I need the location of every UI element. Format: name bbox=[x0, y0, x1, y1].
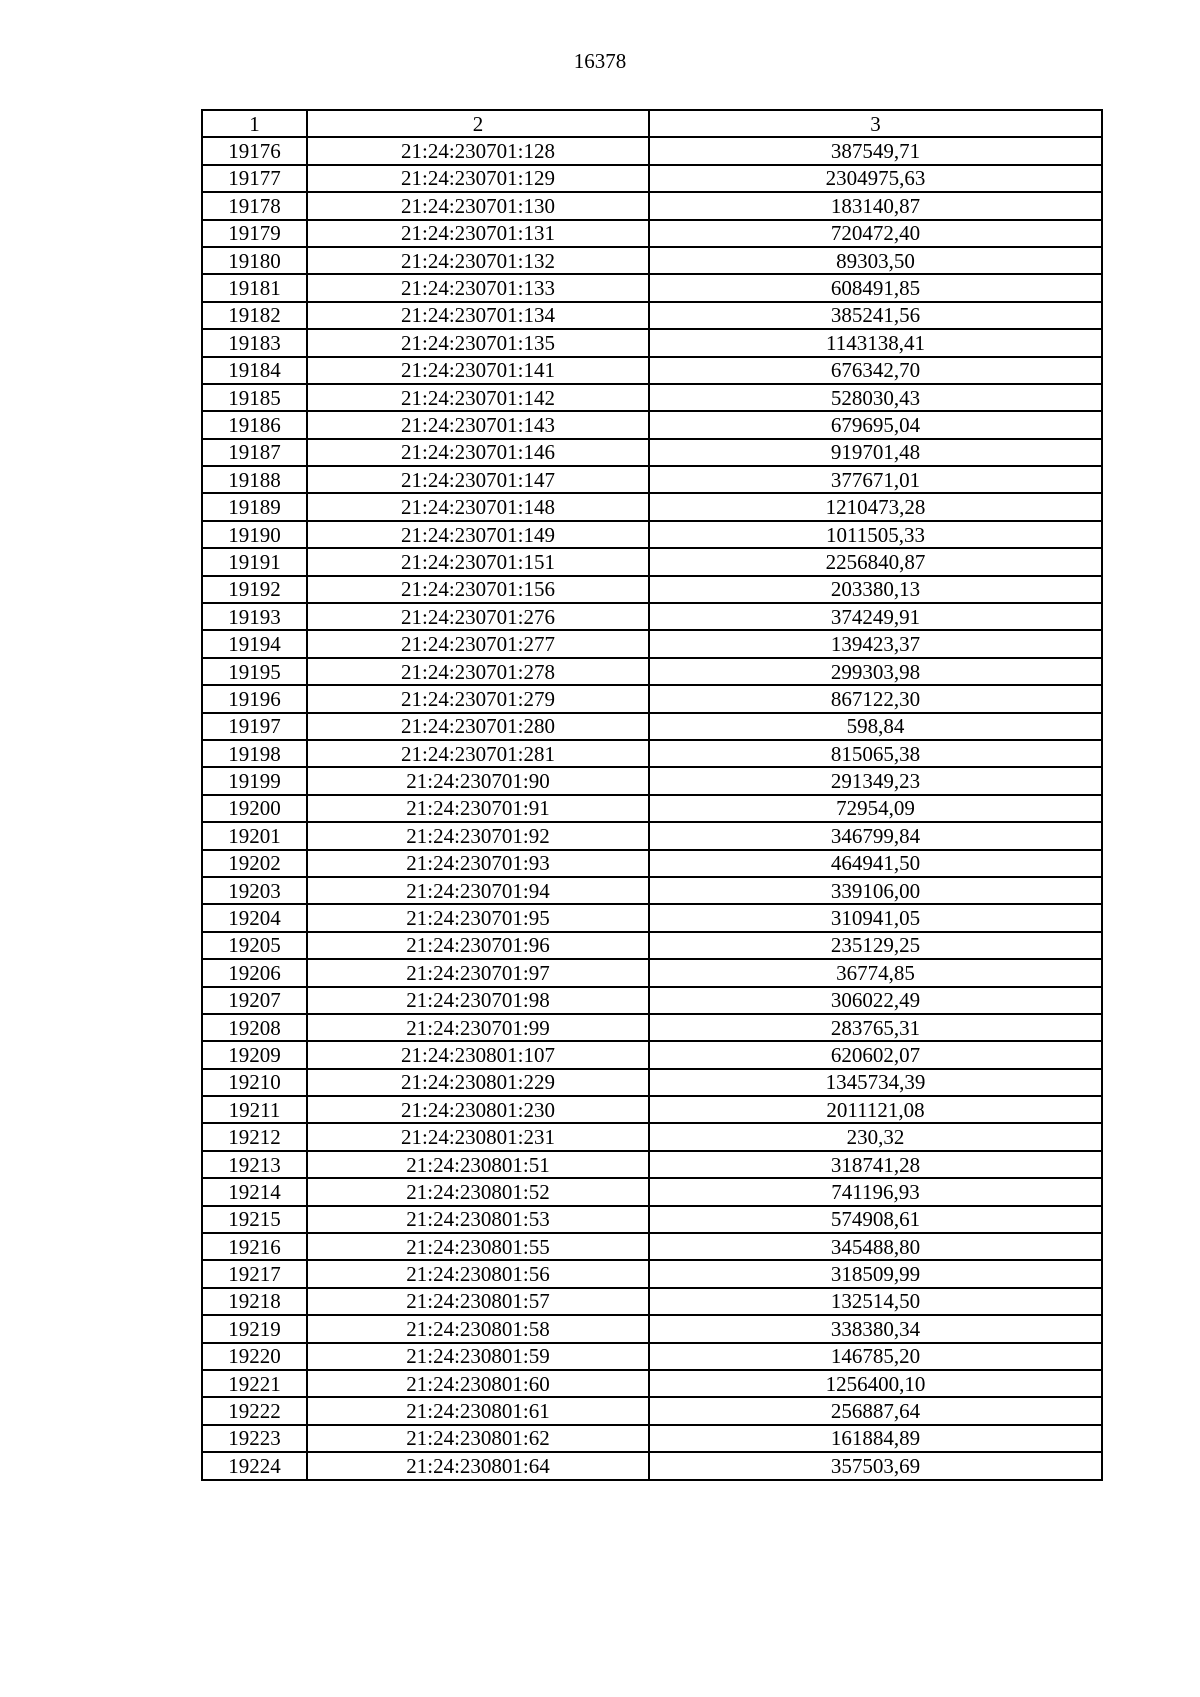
value-cell: 385241,56 bbox=[649, 302, 1102, 329]
value-cell: 1345734,39 bbox=[649, 1069, 1102, 1096]
cadastral-number-cell: 21:24:230701:95 bbox=[307, 904, 649, 931]
row-number-cell: 19197 bbox=[202, 713, 307, 740]
row-number-cell: 19205 bbox=[202, 932, 307, 959]
cadastral-number-cell: 21:24:230701:151 bbox=[307, 548, 649, 575]
table-row bbox=[202, 1206, 1102, 1233]
row-number-cell: 19204 bbox=[202, 904, 307, 931]
value-cell: 357503,69 bbox=[649, 1452, 1102, 1479]
cadastral-number-cell: 21:24:230701:91 bbox=[307, 795, 649, 822]
cadastral-number-cell: 21:24:230701:129 bbox=[307, 165, 649, 192]
value-cell: 306022,49 bbox=[649, 987, 1102, 1014]
cadastral-number-cell: 21:24:230801:56 bbox=[307, 1260, 649, 1287]
row-number-cell: 19177 bbox=[202, 165, 307, 192]
table-row bbox=[202, 658, 1102, 685]
row-number-cell: 19194 bbox=[202, 630, 307, 657]
table-row bbox=[202, 1425, 1102, 1452]
cadastral-number-cell: 21:24:230801:52 bbox=[307, 1178, 649, 1205]
value-cell: 2011121,08 bbox=[649, 1096, 1102, 1123]
cadastral-number-cell: 21:24:230701:128 bbox=[307, 137, 649, 164]
table-row bbox=[202, 384, 1102, 411]
value-cell: 339106,00 bbox=[649, 877, 1102, 904]
column-header-3: 3 bbox=[649, 110, 1102, 137]
row-number-cell: 19183 bbox=[202, 329, 307, 356]
row-number-cell: 19218 bbox=[202, 1288, 307, 1315]
value-cell: 867122,30 bbox=[649, 685, 1102, 712]
row-number-cell: 19219 bbox=[202, 1315, 307, 1342]
table-row bbox=[202, 548, 1102, 575]
value-cell: 598,84 bbox=[649, 713, 1102, 740]
value-cell: 2256840,87 bbox=[649, 548, 1102, 575]
value-cell: 574908,61 bbox=[649, 1206, 1102, 1233]
value-cell: 528030,43 bbox=[649, 384, 1102, 411]
row-number-cell: 19195 bbox=[202, 658, 307, 685]
cadastral-number-cell: 21:24:230701:279 bbox=[307, 685, 649, 712]
cadastral-number-cell: 21:24:230701:92 bbox=[307, 822, 649, 849]
table-row bbox=[202, 220, 1102, 247]
table-row bbox=[202, 466, 1102, 493]
cadastral-number-cell: 21:24:230701:135 bbox=[307, 329, 649, 356]
row-number-cell: 19186 bbox=[202, 411, 307, 438]
row-number-cell: 19185 bbox=[202, 384, 307, 411]
row-number-cell: 19178 bbox=[202, 192, 307, 219]
row-number-cell: 19209 bbox=[202, 1041, 307, 1068]
cadastral-number-cell: 21:24:230801:53 bbox=[307, 1206, 649, 1233]
table-row bbox=[202, 411, 1102, 438]
value-cell: 1143138,41 bbox=[649, 329, 1102, 356]
cadastral-number-cell: 21:24:230801:51 bbox=[307, 1151, 649, 1178]
value-cell: 345488,80 bbox=[649, 1233, 1102, 1260]
table-row bbox=[202, 302, 1102, 329]
row-number-cell: 19190 bbox=[202, 521, 307, 548]
row-number-cell: 19196 bbox=[202, 685, 307, 712]
row-number-cell: 19199 bbox=[202, 767, 307, 794]
row-number-cell: 19181 bbox=[202, 274, 307, 301]
row-number-cell: 19211 bbox=[202, 1096, 307, 1123]
cadastral-number-cell: 21:24:230701:146 bbox=[307, 439, 649, 466]
cadastral-number-cell: 21:24:230701:156 bbox=[307, 576, 649, 603]
row-number-cell: 19220 bbox=[202, 1343, 307, 1370]
value-cell: 283765,31 bbox=[649, 1014, 1102, 1041]
cadastral-number-cell: 21:24:230701:96 bbox=[307, 932, 649, 959]
row-number-cell: 19198 bbox=[202, 740, 307, 767]
cadastral-number-cell: 21:24:230701:141 bbox=[307, 357, 649, 384]
cadastral-number-cell: 21:24:230801:58 bbox=[307, 1315, 649, 1342]
value-cell: 620602,07 bbox=[649, 1041, 1102, 1068]
value-cell: 679695,04 bbox=[649, 411, 1102, 438]
table-row bbox=[202, 713, 1102, 740]
value-cell: 161884,89 bbox=[649, 1425, 1102, 1452]
value-cell: 291349,23 bbox=[649, 767, 1102, 794]
cadastral-number-cell: 21:24:230801:55 bbox=[307, 1233, 649, 1260]
row-number-cell: 19179 bbox=[202, 220, 307, 247]
row-number-cell: 19189 bbox=[202, 493, 307, 520]
table-row bbox=[202, 932, 1102, 959]
table-row bbox=[202, 822, 1102, 849]
header-row bbox=[202, 110, 1102, 137]
cadastral-number-cell: 21:24:230701:133 bbox=[307, 274, 649, 301]
table-row bbox=[202, 1151, 1102, 1178]
cadastral-number-cell: 21:24:230701:97 bbox=[307, 959, 649, 986]
value-cell: 299303,98 bbox=[649, 658, 1102, 685]
value-cell: 346799,84 bbox=[649, 822, 1102, 849]
value-cell: 338380,34 bbox=[649, 1315, 1102, 1342]
cadastral-number-cell: 21:24:230701:276 bbox=[307, 603, 649, 630]
cadastral-number-cell: 21:24:230801:230 bbox=[307, 1096, 649, 1123]
value-cell: 235129,25 bbox=[649, 932, 1102, 959]
table-row bbox=[202, 274, 1102, 301]
row-number-cell: 19221 bbox=[202, 1370, 307, 1397]
value-cell: 374249,91 bbox=[649, 603, 1102, 630]
value-cell: 256887,64 bbox=[649, 1397, 1102, 1424]
row-number-cell: 19193 bbox=[202, 603, 307, 630]
cadastral-number-cell: 21:24:230701:143 bbox=[307, 411, 649, 438]
cadastral-number-cell: 21:24:230701:149 bbox=[307, 521, 649, 548]
cadastral-number-cell: 21:24:230701:147 bbox=[307, 466, 649, 493]
cadastral-number-cell: 21:24:230701:281 bbox=[307, 740, 649, 767]
table-row bbox=[202, 137, 1102, 164]
value-cell: 377671,01 bbox=[649, 466, 1102, 493]
row-number-cell: 19215 bbox=[202, 1206, 307, 1233]
table-row bbox=[202, 357, 1102, 384]
cadastral-number-cell: 21:24:230801:62 bbox=[307, 1425, 649, 1452]
cadastral-number-cell: 21:24:230801:57 bbox=[307, 1288, 649, 1315]
cadastral-number-cell: 21:24:230801:231 bbox=[307, 1123, 649, 1150]
row-number-cell: 19216 bbox=[202, 1233, 307, 1260]
column-header-1: 1 bbox=[202, 110, 307, 137]
row-number-cell: 19214 bbox=[202, 1178, 307, 1205]
value-cell: 1011505,33 bbox=[649, 521, 1102, 548]
row-number-cell: 19210 bbox=[202, 1069, 307, 1096]
row-number-cell: 19223 bbox=[202, 1425, 307, 1452]
cadastral-number-cell: 21:24:230701:148 bbox=[307, 493, 649, 520]
table-row bbox=[202, 493, 1102, 520]
value-cell: 608491,85 bbox=[649, 274, 1102, 301]
table-row bbox=[202, 1233, 1102, 1260]
cadastral-number-cell: 21:24:230801:229 bbox=[307, 1069, 649, 1096]
value-cell: 741196,93 bbox=[649, 1178, 1102, 1205]
value-cell: 318741,28 bbox=[649, 1151, 1102, 1178]
value-cell: 464941,50 bbox=[649, 850, 1102, 877]
table-row bbox=[202, 521, 1102, 548]
table-row bbox=[202, 1069, 1102, 1096]
table-row bbox=[202, 603, 1102, 630]
table-header bbox=[202, 110, 1102, 137]
row-number-cell: 19202 bbox=[202, 850, 307, 877]
row-number-cell: 19191 bbox=[202, 548, 307, 575]
row-number-cell: 19203 bbox=[202, 877, 307, 904]
table-row bbox=[202, 1096, 1102, 1123]
page-number: 16378 bbox=[573, 49, 627, 73]
value-cell: 132514,50 bbox=[649, 1288, 1102, 1315]
value-cell: 203380,13 bbox=[649, 576, 1102, 603]
row-number-cell: 19182 bbox=[202, 302, 307, 329]
cadastral-number-cell: 21:24:230701:131 bbox=[307, 220, 649, 247]
table-row bbox=[202, 740, 1102, 767]
row-number-cell: 19187 bbox=[202, 439, 307, 466]
table-row bbox=[202, 1315, 1102, 1342]
row-number-cell: 19184 bbox=[202, 357, 307, 384]
data-table bbox=[201, 109, 1103, 1481]
table-row bbox=[202, 630, 1102, 657]
value-cell: 310941,05 bbox=[649, 904, 1102, 931]
table-row bbox=[202, 1288, 1102, 1315]
table-row bbox=[202, 1123, 1102, 1150]
value-cell: 815065,38 bbox=[649, 740, 1102, 767]
value-cell: 183140,87 bbox=[649, 192, 1102, 219]
value-cell: 720472,40 bbox=[649, 220, 1102, 247]
cadastral-number-cell: 21:24:230801:64 bbox=[307, 1452, 649, 1479]
value-cell: 919701,48 bbox=[649, 439, 1102, 466]
cadastral-number-cell: 21:24:230801:60 bbox=[307, 1370, 649, 1397]
value-cell: 1210473,28 bbox=[649, 493, 1102, 520]
value-cell: 89303,50 bbox=[649, 247, 1102, 274]
table-row bbox=[202, 850, 1102, 877]
table-row bbox=[202, 904, 1102, 931]
value-cell: 318509,99 bbox=[649, 1260, 1102, 1287]
row-number-cell: 19208 bbox=[202, 1014, 307, 1041]
cadastral-number-cell: 21:24:230701:142 bbox=[307, 384, 649, 411]
table-row bbox=[202, 439, 1102, 466]
value-cell: 139423,37 bbox=[649, 630, 1102, 657]
table-row bbox=[202, 576, 1102, 603]
cadastral-number-cell: 21:24:230801:61 bbox=[307, 1397, 649, 1424]
table-row bbox=[202, 959, 1102, 986]
cadastral-number-cell: 21:24:230701:277 bbox=[307, 630, 649, 657]
value-cell: 387549,71 bbox=[649, 137, 1102, 164]
cadastral-number-cell: 21:24:230801:107 bbox=[307, 1041, 649, 1068]
cadastral-number-cell: 21:24:230701:90 bbox=[307, 767, 649, 794]
value-cell: 72954,09 bbox=[649, 795, 1102, 822]
table-row bbox=[202, 877, 1102, 904]
table-row bbox=[202, 247, 1102, 274]
table-row bbox=[202, 1014, 1102, 1041]
table-row bbox=[202, 1370, 1102, 1397]
row-number-cell: 19192 bbox=[202, 576, 307, 603]
cadastral-number-cell: 21:24:230701:99 bbox=[307, 1014, 649, 1041]
value-cell: 2304975,63 bbox=[649, 165, 1102, 192]
row-number-cell: 19206 bbox=[202, 959, 307, 986]
value-cell: 230,32 bbox=[649, 1123, 1102, 1150]
value-cell: 36774,85 bbox=[649, 959, 1102, 986]
table-row bbox=[202, 165, 1102, 192]
row-number-cell: 19207 bbox=[202, 987, 307, 1014]
table-row bbox=[202, 1178, 1102, 1205]
cadastral-number-cell: 21:24:230801:59 bbox=[307, 1343, 649, 1370]
table-row bbox=[202, 685, 1102, 712]
row-number-cell: 19222 bbox=[202, 1397, 307, 1424]
row-number-cell: 19212 bbox=[202, 1123, 307, 1150]
row-number-cell: 19176 bbox=[202, 137, 307, 164]
row-number-cell: 19224 bbox=[202, 1452, 307, 1479]
row-number-cell: 19188 bbox=[202, 466, 307, 493]
table-row bbox=[202, 1343, 1102, 1370]
row-number-cell: 19200 bbox=[202, 795, 307, 822]
cadastral-number-cell: 21:24:230701:132 bbox=[307, 247, 649, 274]
value-cell: 676342,70 bbox=[649, 357, 1102, 384]
cadastral-number-cell: 21:24:230701:94 bbox=[307, 877, 649, 904]
table-row bbox=[202, 795, 1102, 822]
table-row bbox=[202, 1397, 1102, 1424]
table-row bbox=[202, 767, 1102, 794]
table-row bbox=[202, 987, 1102, 1014]
cadastral-number-cell: 21:24:230701:280 bbox=[307, 713, 649, 740]
table-row bbox=[202, 1452, 1102, 1479]
cadastral-number-cell: 21:24:230701:278 bbox=[307, 658, 649, 685]
column-header-2: 2 bbox=[307, 110, 649, 137]
value-cell: 1256400,10 bbox=[649, 1370, 1102, 1397]
table-row bbox=[202, 329, 1102, 356]
row-number-cell: 19217 bbox=[202, 1260, 307, 1287]
row-number-cell: 19180 bbox=[202, 247, 307, 274]
table-row bbox=[202, 1260, 1102, 1287]
table-row bbox=[202, 1041, 1102, 1068]
cadastral-number-cell: 21:24:230701:93 bbox=[307, 850, 649, 877]
cadastral-number-cell: 21:24:230701:134 bbox=[307, 302, 649, 329]
row-number-cell: 19201 bbox=[202, 822, 307, 849]
value-cell: 146785,20 bbox=[649, 1343, 1102, 1370]
cadastral-number-cell: 21:24:230701:130 bbox=[307, 192, 649, 219]
table-body bbox=[202, 137, 1102, 1479]
cadastral-number-cell: 21:24:230701:98 bbox=[307, 987, 649, 1014]
row-number-cell: 19213 bbox=[202, 1151, 307, 1178]
table-row bbox=[202, 192, 1102, 219]
